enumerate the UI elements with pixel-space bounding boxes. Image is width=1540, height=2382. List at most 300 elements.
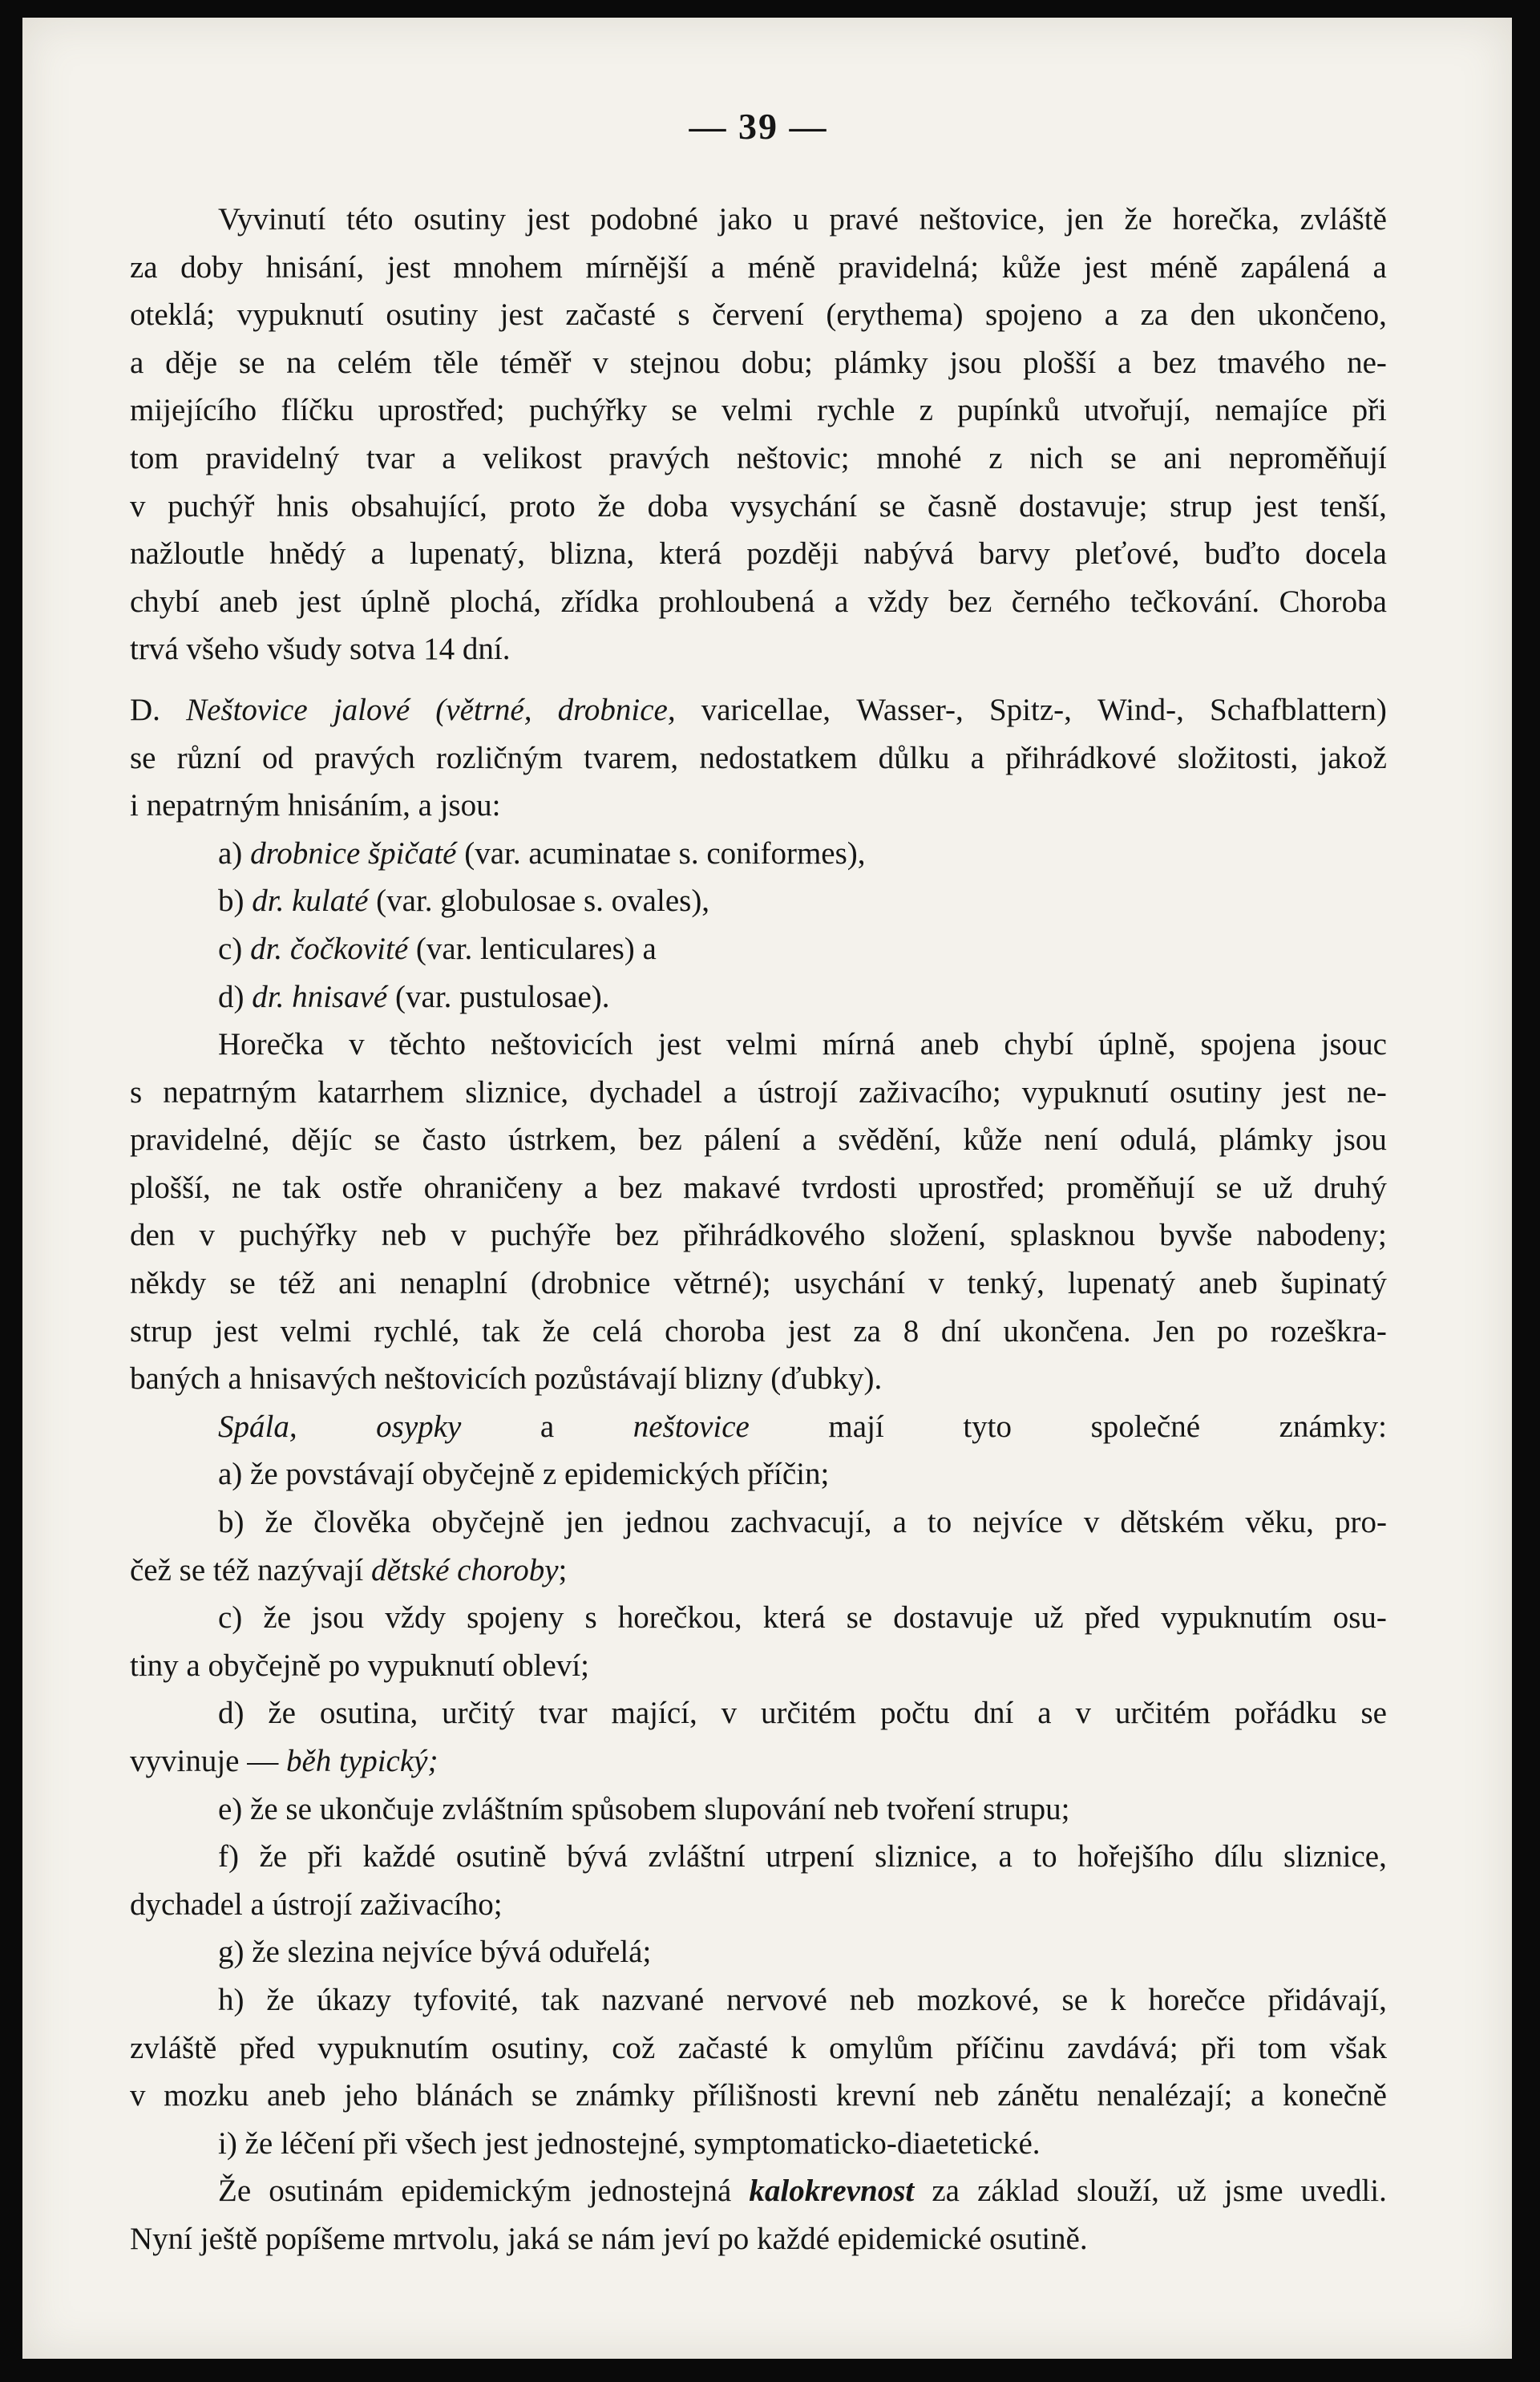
- word: se: [1215, 1170, 1243, 1205]
- word: D.: [130, 692, 160, 727]
- word: spojeny: [467, 1600, 564, 1636]
- word: přihrádkové: [1005, 740, 1157, 775]
- word: mající,: [611, 1696, 697, 1731]
- word: dní: [940, 1313, 981, 1349]
- word: hnis: [277, 488, 329, 524]
- word: pravých: [314, 740, 415, 775]
- section-gap: [130, 673, 1387, 686]
- text-line: [130, 1881, 1387, 1929]
- word: podobné: [590, 202, 698, 237]
- word: svědění,: [838, 1122, 942, 1158]
- body-text: [130, 196, 1387, 2263]
- word: těchto: [389, 1027, 466, 1062]
- word: dětském: [1120, 1505, 1225, 1540]
- word: nervové: [726, 1982, 827, 2017]
- word: za: [1140, 297, 1169, 333]
- word: Spála,: [218, 1409, 297, 1444]
- word: že: [268, 1696, 296, 1731]
- word: rychlé,: [374, 1313, 460, 1349]
- word: nedostatkem: [699, 740, 858, 775]
- word: vypuknutím: [1161, 1600, 1312, 1636]
- word: za: [853, 1313, 881, 1349]
- word: den: [130, 1218, 176, 1253]
- word: Choroba: [1279, 584, 1387, 619]
- word: ne: [232, 1170, 261, 1205]
- word: tyto: [963, 1409, 1012, 1444]
- text-line: [130, 830, 1387, 878]
- word: že: [1124, 202, 1153, 237]
- word: chybí: [130, 584, 200, 619]
- text-line: [130, 1976, 1387, 2024]
- word: Wind-,: [1097, 692, 1184, 727]
- word: doby: [180, 249, 244, 285]
- page-number: — 39 —: [689, 106, 828, 147]
- word: pravých: [608, 440, 710, 475]
- text-line: [130, 1164, 1387, 1212]
- text-line: [130, 1642, 1387, 1690]
- word: později: [746, 536, 839, 572]
- word: neštovice: [633, 1409, 750, 1444]
- word: z: [988, 440, 1003, 475]
- word: velmi: [721, 393, 793, 428]
- word: důlku: [878, 740, 950, 775]
- word: proto: [509, 488, 576, 524]
- word: osutinám: [269, 2174, 384, 2209]
- word: a: [998, 1839, 1013, 1874]
- word: nabývá: [863, 536, 954, 572]
- word: z: [919, 393, 933, 428]
- word: v: [199, 1218, 215, 1253]
- word: h): [218, 1982, 245, 2017]
- word: se: [531, 2078, 558, 2113]
- word: puchýře: [490, 1218, 592, 1253]
- word: a: [834, 584, 849, 619]
- text-line: [130, 196, 1387, 244]
- word: vždy: [867, 584, 929, 619]
- word: k: [1110, 1982, 1126, 2017]
- word: zánětu: [997, 2078, 1079, 2113]
- word: osutina,: [319, 1696, 418, 1731]
- word: u: [793, 202, 809, 237]
- word: hnisání,: [265, 249, 365, 285]
- text-line: [130, 2120, 1387, 2168]
- word: není: [1044, 1122, 1098, 1158]
- word: ukončena.: [1003, 1313, 1131, 1349]
- word: se: [879, 488, 906, 524]
- word: v: [130, 488, 146, 524]
- word: určitém: [761, 1696, 857, 1731]
- word: která: [659, 536, 722, 572]
- word: odulá,: [1119, 1122, 1198, 1158]
- word: někdy: [130, 1266, 207, 1301]
- text-line: [130, 625, 1387, 673]
- word: už: [1263, 1170, 1293, 1205]
- word: a: [1117, 345, 1132, 380]
- word: rozeškra-: [1270, 1313, 1387, 1349]
- word: lupenatý,: [409, 536, 525, 572]
- word: základ: [977, 2174, 1059, 2209]
- word: určitý: [442, 1696, 515, 1731]
- word: nemajíce: [1215, 393, 1328, 428]
- word: jest: [1282, 1074, 1327, 1110]
- word: vypuknutí: [236, 297, 364, 333]
- text-segment: b): [218, 884, 253, 919]
- word: (drobnice: [530, 1266, 651, 1301]
- word: flíčku: [281, 393, 354, 428]
- word: plámky: [834, 345, 928, 380]
- text-line: [130, 1689, 1387, 1737]
- word: ani: [1163, 440, 1202, 475]
- text-segment: tiny a obyčejně po vypuknutí obleví;: [130, 1648, 589, 1683]
- paragraph-p3: [130, 1021, 1387, 1403]
- word: tom: [130, 440, 179, 475]
- word: jen: [1065, 202, 1104, 237]
- text-line: [130, 578, 1387, 626]
- text-line: [130, 1737, 1387, 1785]
- text-segment: e) že se ukončuje zvláštním spůsobem slupování neb tvoření strupu;: [218, 1791, 1070, 1826]
- word: člověka: [313, 1505, 411, 1540]
- word: a: [370, 536, 385, 572]
- word: sliznice,: [875, 1839, 979, 1874]
- word: se: [846, 1600, 873, 1636]
- word: v: [928, 1266, 944, 1301]
- word: se: [374, 1122, 401, 1158]
- word: ústrojí: [758, 1074, 839, 1110]
- word: po: [1217, 1313, 1249, 1349]
- word: pravidelná;: [838, 249, 980, 285]
- word: s: [130, 1074, 143, 1110]
- word: tečkování.: [1130, 584, 1260, 619]
- text-line: [130, 1928, 1387, 1976]
- word: blizna,: [550, 536, 635, 572]
- text-segment: a): [218, 835, 251, 871]
- word: různí: [176, 740, 241, 775]
- word: že: [542, 1313, 570, 1349]
- text-line: [130, 1021, 1387, 1069]
- text-line: [130, 435, 1387, 483]
- word: která: [762, 1600, 826, 1636]
- word: větrné);: [673, 1266, 771, 1301]
- word: zvláště: [1300, 202, 1387, 237]
- word: nenalézají;: [1097, 2078, 1233, 2113]
- word: ukončeno,: [1257, 297, 1387, 333]
- word: slouží,: [1076, 2174, 1159, 2209]
- word: blánách: [416, 2078, 514, 2113]
- word: a: [710, 249, 726, 285]
- word: neb: [934, 2078, 980, 2113]
- text-segment: (var. pustulosae).: [387, 979, 610, 1014]
- word: osutiny,: [491, 2030, 589, 2065]
- word: a: [584, 1170, 598, 1205]
- word: dílu: [1214, 1839, 1263, 1874]
- text-line: [130, 291, 1387, 339]
- word: jsou: [949, 345, 1002, 380]
- word: prohloubená: [658, 584, 815, 619]
- word: a: [1372, 249, 1387, 285]
- word: pleťové,: [1074, 536, 1180, 572]
- text-segment: čež se též nazývají: [130, 1552, 371, 1587]
- word: docela: [1305, 536, 1387, 572]
- word: zavdává;: [1067, 2030, 1178, 2065]
- word: utvořují,: [1084, 393, 1191, 428]
- text-line: [130, 1308, 1387, 1356]
- word: lupenatý: [1067, 1266, 1176, 1301]
- word: a: [723, 1074, 738, 1110]
- word: pálení: [704, 1122, 781, 1158]
- word: jakož: [1319, 740, 1387, 775]
- word: obyčejně: [431, 1505, 545, 1540]
- word: velmi: [280, 1313, 352, 1349]
- text-line: [130, 877, 1387, 925]
- word: drobnice,: [557, 692, 676, 727]
- word: sliznice,: [465, 1074, 569, 1110]
- word: mají: [828, 1409, 884, 1444]
- text-segment: dr. hnisavé: [252, 979, 388, 1014]
- word: byvše: [1159, 1218, 1233, 1253]
- text-segment: c): [218, 931, 251, 966]
- word: bez: [618, 1170, 663, 1205]
- word: celá: [592, 1313, 643, 1349]
- word: tom: [1258, 2030, 1308, 2065]
- word: puchýřky: [528, 393, 648, 428]
- word: časně: [927, 488, 997, 524]
- word: puchýř: [168, 488, 255, 524]
- word: horečkou,: [617, 1600, 742, 1636]
- word: ostře: [342, 1170, 403, 1205]
- word: mijejícího: [130, 393, 257, 428]
- word: nenaplní: [399, 1266, 507, 1301]
- word: uprostřed;: [918, 1170, 1045, 1205]
- word: celém: [337, 345, 412, 380]
- text-line: [130, 1260, 1387, 1308]
- word: jest: [787, 1313, 831, 1349]
- text-segment: d): [218, 979, 253, 1014]
- word: úplně,: [1098, 1027, 1176, 1062]
- word: barvy: [979, 536, 1050, 572]
- word: červení: [712, 297, 804, 333]
- word: Neštovice: [186, 692, 308, 727]
- word: přihrádkového: [682, 1218, 866, 1253]
- word: neštovic;: [736, 440, 850, 475]
- word: dějíc: [291, 1122, 353, 1158]
- word: pupínků: [957, 393, 1060, 428]
- word: osutiny: [414, 202, 506, 237]
- word: jsou: [312, 1600, 365, 1636]
- text-line: [130, 244, 1387, 292]
- text-segment: dychadel a ústrojí zaživacího;: [130, 1887, 503, 1922]
- word: f): [218, 1839, 239, 1874]
- word: se: [238, 345, 265, 380]
- word: uprostřed;: [378, 393, 505, 428]
- word: že: [265, 1505, 293, 1540]
- word: mírná: [822, 1027, 895, 1062]
- text-segment: (var. globulosae s. ovales),: [368, 884, 710, 919]
- word: před: [1084, 1600, 1141, 1636]
- word: ústrkem,: [507, 1122, 617, 1158]
- word: spojeno: [984, 297, 1083, 333]
- word: a: [802, 1122, 816, 1158]
- word: (větrné,: [435, 692, 532, 727]
- word: Wasser-,: [856, 692, 964, 727]
- word: se: [671, 393, 697, 428]
- word: téměř: [499, 345, 572, 380]
- word: dní: [973, 1696, 1014, 1731]
- word: ani: [338, 1266, 377, 1301]
- word: nažloutle: [130, 536, 245, 572]
- word: jsme: [1223, 2174, 1283, 2209]
- text-line: [130, 2215, 1387, 2263]
- scanned-page: [22, 18, 1512, 2359]
- text-line: [130, 1547, 1387, 1595]
- word: a: [540, 1409, 555, 1444]
- word: že: [597, 488, 625, 524]
- word: začasté: [565, 297, 656, 333]
- paragraph-p1: [130, 196, 1387, 673]
- word: nazvané: [601, 1982, 705, 2017]
- text-line: [130, 2024, 1387, 2073]
- word: už: [1176, 2174, 1207, 2209]
- text-line: [130, 734, 1387, 783]
- text-line: [130, 1069, 1387, 1117]
- word: rychle: [817, 393, 895, 428]
- word: bývá: [567, 1839, 628, 1874]
- word: jest: [386, 249, 430, 285]
- word: před: [239, 2030, 295, 2065]
- word: splasknou: [1010, 1218, 1136, 1253]
- word: pravidelný: [205, 440, 340, 475]
- word: jen: [565, 1505, 604, 1540]
- paragraph-p2: [130, 686, 1387, 1021]
- word: přílišnosti: [693, 2078, 819, 2113]
- word: pravidelné,: [130, 1122, 270, 1158]
- word: to: [1033, 1839, 1057, 1874]
- word: jsou: [1334, 1122, 1387, 1158]
- word: zvláště: [130, 2030, 217, 2065]
- word: jest: [1254, 488, 1298, 524]
- text-line: [130, 530, 1387, 578]
- word: že: [263, 1600, 292, 1636]
- word: spojena: [1200, 1027, 1296, 1062]
- word: velikost: [483, 440, 582, 475]
- text-segment: ;: [558, 1552, 568, 1587]
- word: často: [422, 1122, 487, 1158]
- word: tvrdosti: [802, 1170, 898, 1205]
- word: utrpení: [766, 1839, 855, 1874]
- text-line: [130, 1211, 1387, 1260]
- word: zvláštní: [648, 1839, 746, 1874]
- text-line: [130, 1355, 1387, 1403]
- word: varicellae,: [701, 692, 831, 727]
- word: aneb: [219, 584, 278, 619]
- word: a: [130, 345, 144, 380]
- word: se: [229, 1266, 256, 1301]
- word: plošší,: [130, 1170, 211, 1205]
- word: pořádku: [1234, 1696, 1337, 1731]
- word: osutiny: [386, 297, 479, 333]
- word: se: [1110, 440, 1137, 475]
- word: zachvacují,: [730, 1505, 872, 1540]
- text-line: [130, 973, 1387, 1021]
- word: aneb: [920, 1027, 980, 1062]
- word: jako: [718, 202, 773, 237]
- word: což: [612, 2030, 656, 2065]
- word: dychadel: [589, 1074, 702, 1110]
- word: jednostejná: [588, 2174, 732, 2209]
- word: v: [451, 1218, 467, 1253]
- word: uvedli.: [1300, 2174, 1387, 2209]
- text-segment: dr. čočkovité: [250, 931, 409, 966]
- word: v: [349, 1027, 365, 1062]
- text-segment: drobnice špičaté: [250, 835, 457, 871]
- word: Horečka: [218, 1027, 325, 1062]
- text-segment: a) že povstávají obyčejně z epidemických příčin;: [218, 1457, 830, 1492]
- word: aneb: [1198, 1266, 1258, 1301]
- paragraph-p4: [130, 1403, 1387, 2168]
- word: při: [1200, 2030, 1236, 2065]
- word: v: [1083, 1505, 1100, 1540]
- word: katarrhem: [317, 1074, 445, 1110]
- word: osypky: [376, 1409, 462, 1444]
- text-segment: baných a hnisavých neštovicích pozůstávají blizny (ďubky).: [130, 1361, 883, 1397]
- word: zřídka: [560, 584, 639, 619]
- word: a: [1251, 2078, 1265, 2113]
- word: dostavuje: [893, 1600, 1013, 1636]
- word: obsahující,: [350, 488, 487, 524]
- word: a: [970, 740, 984, 775]
- word: kůže: [1001, 249, 1061, 285]
- word: s: [677, 297, 690, 333]
- word: vždy: [385, 1600, 446, 1636]
- word: složitosti,: [1177, 740, 1299, 775]
- word: známky: [576, 2078, 675, 2113]
- word: chybí: [1004, 1027, 1074, 1062]
- word: že: [266, 1982, 295, 2017]
- word: mozku: [164, 2078, 249, 2113]
- word: počtu: [880, 1696, 950, 1731]
- word: jest: [214, 1313, 258, 1349]
- word: k: [790, 2030, 806, 2065]
- text-segment: (var. acuminatae s. coniformes),: [456, 835, 866, 871]
- word: méně: [747, 249, 816, 285]
- text-line: [130, 1450, 1387, 1498]
- word: b): [218, 1505, 245, 1540]
- word: Že: [218, 2174, 252, 2209]
- word: zapálená: [1240, 249, 1350, 285]
- word: osutiny: [1169, 1074, 1262, 1110]
- word: makavé: [683, 1170, 781, 1205]
- word: úplně: [361, 584, 430, 619]
- text-line: [130, 1498, 1387, 1547]
- text-segment: i nepatrným hnisáním, a jsou:: [130, 788, 501, 823]
- word: (erythema): [826, 297, 964, 333]
- word: složení,: [889, 1218, 986, 1253]
- text-line: [130, 686, 1387, 734]
- word: už: [1033, 1600, 1064, 1636]
- text-line: [130, 2167, 1387, 2215]
- word: však: [1329, 2030, 1387, 2065]
- word: mírnější: [585, 249, 689, 285]
- word: omylům: [829, 2030, 934, 2065]
- text-segment: g) že slezina nejvíce bývá oduřelá;: [218, 1935, 652, 1970]
- text-line: [130, 1833, 1387, 1881]
- word: se: [1061, 1982, 1089, 2017]
- word: mnohé: [876, 440, 962, 475]
- text-segment: (var. lenticulares) a: [408, 931, 657, 966]
- text-line: [130, 925, 1387, 973]
- word: proměňují: [1066, 1170, 1195, 1205]
- word: plošší: [1023, 345, 1097, 380]
- word: stejnou: [629, 345, 721, 380]
